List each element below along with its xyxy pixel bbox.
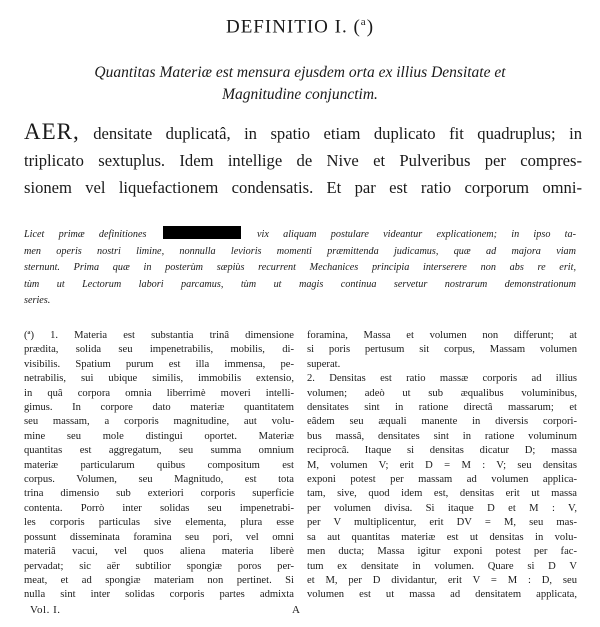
- main-line-2: triplicato sextuplus. Idem intellige de Nive et Pulveribus per compres-: [24, 151, 582, 170]
- left-line: (ª) 1. Materia est substantia trinâ dimensione: [24, 330, 294, 341]
- main-text: [24, 118, 582, 201]
- signature-mark: A: [292, 604, 300, 616]
- left-line: meat, et ad spongiæ materiam non pertinet. Si: [24, 574, 294, 586]
- left-line: contenta. Porrò inter solidas seu impenetrabi-: [24, 502, 294, 514]
- left-line: materiæ particularum quibus compositum est: [24, 459, 294, 471]
- left-line: prædita, solida seu impenetrabilis, mobilis, di-: [24, 344, 294, 356]
- left-line: gimus. In corpore dato materiæ quantitatem: [24, 402, 294, 414]
- left-line: netrabilis, sui ubique similis, immobilis extensio,: [24, 373, 294, 385]
- right-line: M, volumen V; erit D = M : V; seu densitas: [307, 459, 577, 471]
- left-line: corpus. Volumen, seu Magnitudo, est tota: [24, 474, 294, 486]
- right-line: volumen; adeò ut sub æqualibus voluminibus,: [307, 387, 577, 399]
- right-line: per volumen divisa. Si itaque D et M : V,: [307, 502, 577, 514]
- right-line: et M, per D dividantur, erit V = M : D, seu: [307, 574, 577, 586]
- right-line: reciprocâ. Itaque si densitas dicatur D; massa: [307, 445, 577, 457]
- right-line: bus massâ, densitates sint in ratione voluminum: [307, 430, 577, 442]
- right-line: si poris pertusum sit corpus, Massam volumen: [307, 344, 577, 356]
- right-line: per V multiplicentur, erit DV = M, seu mas-: [307, 517, 577, 529]
- note-line-1: [24, 226, 576, 244]
- definition-heading: [0, 16, 600, 38]
- main-line-1: [24, 118, 582, 147]
- note-line-1b: vix aliquam postulare videantur explicationem; in ipso ta-: [257, 229, 576, 240]
- main-line-3: sionem vel liquefactionem condensatis. Et par est ratio corporum omni-: [24, 178, 582, 197]
- right-line: tam, sive, quod idem est, densitas erit ut massa: [307, 488, 577, 500]
- right-line: volumen est ut massa ad densitatem applicata,: [307, 589, 577, 601]
- left-line: materiâ vacui, vel quos aliena materia liberè: [24, 546, 294, 558]
- statement-line-1: Quantitas Materiæ est mensura ejusdem orta ex illius Densitate et: [94, 64, 506, 81]
- right-line: sa aut quantitas materiæ est ut densitas in volu-: [307, 531, 577, 543]
- statement-line-2: Magnitudine conjunctim.: [222, 86, 378, 103]
- redaction-bar: [163, 226, 241, 239]
- note-mark: a: [360, 16, 367, 28]
- note-line-3: sternunt. Prima quæ in posterùm sæpiùs recurrent Mechanices principia interserere non abs re erit,: [24, 262, 576, 273]
- main-line-1-rest: densitate duplicatâ, in spatio etiam duplicato fit quadruplus; in: [79, 124, 582, 143]
- definition-statement: [30, 62, 570, 106]
- drop-cap: AER,: [24, 119, 80, 144]
- left-line: possunt disseminata foramina seu pori, vel omni: [24, 531, 294, 543]
- left-line: seu massam, a corporis magnitudine, aut volu-: [24, 416, 294, 428]
- right-line: eâdem seu æquali manente in diversis corpori-: [307, 416, 577, 428]
- right-line: densitates sint in ratione directâ massarum; et: [307, 402, 577, 414]
- note-line-4: tùm ut Lectorum labori parcamus, tùm ut magis continua servetur nostrarum demonstrationum: [24, 278, 576, 290]
- commentary-left-column: [24, 329, 294, 603]
- editor-note: [24, 226, 576, 310]
- right-line: exponi potest per massam ad volumen applica-: [307, 474, 577, 486]
- right-line: men ducta; Massa igitur exponi potest per fac-: [307, 546, 577, 558]
- right-line: superat.: [307, 358, 341, 370]
- right-line: 2. Densitas est ratio massæ corporis ad illius: [307, 373, 577, 385]
- note-line-1a: Licet primæ definitiones: [24, 229, 147, 240]
- left-line: nulla sint inter solidas corporis partes admixta: [24, 589, 294, 601]
- commentary-right-column: [307, 329, 577, 603]
- left-line: trina dimensio sub exteriori corporis superficie: [24, 488, 294, 500]
- left-line: pervadat; sic aër subtilior spongiæ poros per-: [24, 560, 294, 572]
- right-line: tum ex densitate in volumen. Quare si D V: [307, 560, 577, 572]
- right-line: foramina, Massa et volumen non differunt; at: [307, 330, 577, 341]
- left-line: in quâ corpora omnia liberrimè moveri intelli-: [24, 387, 294, 399]
- heading-text: DEFINITIO I. (: [225, 16, 361, 38]
- left-line: visibilis. Spatium purum est illa immensa, pe-: [24, 358, 294, 370]
- left-line: mine seu mole distingui oportet. Materiæ: [24, 430, 294, 442]
- note-line-2: men operis nostri limine, nonnulla levioris momenti præmittenda judicamus, quæ ad majora viam: [24, 245, 576, 257]
- left-line: quantitas est aggregatum, seu summa omnium: [24, 445, 294, 457]
- note-line-5: series.: [24, 295, 51, 306]
- volume-marker: Vol. I.: [30, 604, 61, 616]
- heading-close: ): [366, 16, 375, 38]
- left-line: les corporis particulas sive elementa, plura esse: [24, 517, 294, 529]
